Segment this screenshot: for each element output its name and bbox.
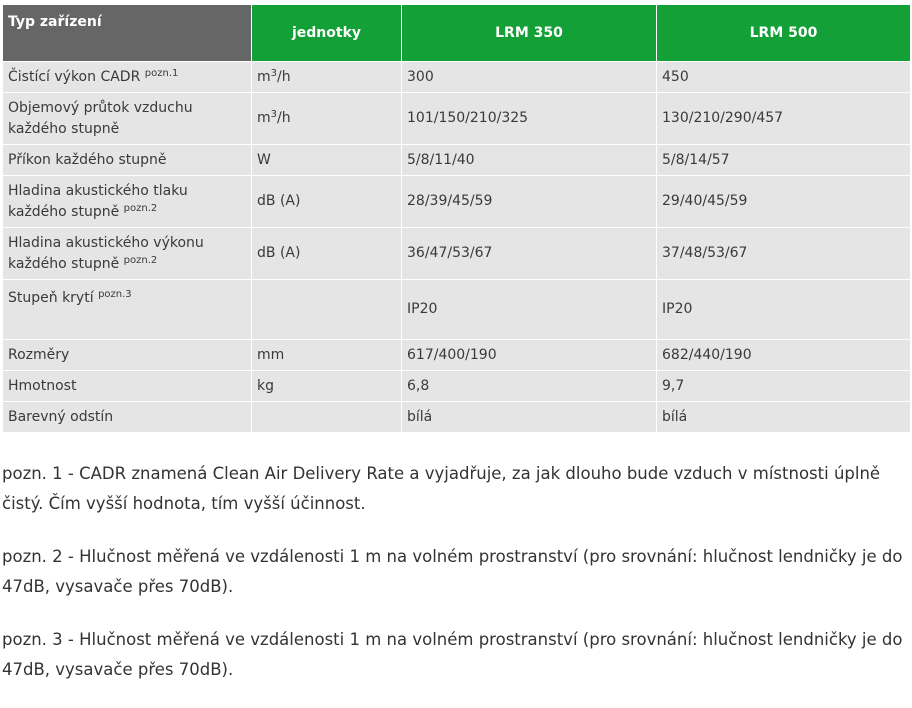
row-label-text: Hladina akustického výkonu (8, 234, 204, 251)
row-unit (252, 340, 402, 371)
value-lrm500: 29/40/45/59 (657, 176, 911, 228)
header-model-b: LRM 500 (657, 5, 911, 62)
row-label-text: Stupeň krytí (8, 290, 94, 306)
table-row (3, 228, 911, 280)
row-label-text: Rozměry (8, 346, 70, 363)
row-unit (252, 93, 402, 145)
value-lrm350: 28/39/45/59 (402, 176, 657, 228)
value-lrm350: IP20 (402, 280, 657, 340)
header-model-a: LRM 350 (402, 5, 657, 62)
unit-text: W (257, 151, 271, 168)
row-label-text: každého stupně (8, 203, 120, 220)
table-row (3, 340, 911, 371)
footnote: pozn. 3 - Hlučnost měřená ve vzdálenosti 1 m na volném prostranství (pro srovnání: hlučnost lendničky je do 47dB, vysavače přes 70dB). (2, 630, 903, 679)
unit-text: m (257, 68, 271, 85)
unit-superscript: 3 (270, 67, 278, 79)
table-body (3, 62, 911, 433)
value-lrm350: 617/400/190 (402, 340, 657, 371)
footnote-marker: pozn.2 (123, 202, 158, 214)
unit-suffix: /h (277, 68, 291, 85)
row-label (3, 145, 252, 176)
row-label (3, 176, 252, 228)
row-label-text: Objemový průtok vzduchu (8, 99, 193, 116)
value-lrm350: 5/8/11/40 (402, 145, 657, 176)
row-label (3, 402, 252, 433)
table-row (3, 280, 911, 340)
row-label-text: Hladina akustického tlaku (8, 182, 188, 199)
unit-text: dB (A) (257, 193, 301, 209)
row-label-text: Hmotnost (8, 377, 77, 394)
unit-text: kg (257, 377, 274, 394)
spec-table (2, 4, 911, 433)
footnote: pozn. 1 - CADR znamená Clean Air Delivery Rate a vyjadřuje, za jak dlouho bude vzduch v místnosti úplně čistý. Čím vyšší hodnota, tím vyšší účinnost. (2, 464, 881, 513)
row-label (3, 340, 252, 371)
row-label-text: každého stupně (8, 255, 120, 272)
value-lrm500: 37/48/53/67 (657, 228, 911, 280)
table-row (3, 402, 911, 433)
row-unit (252, 402, 402, 433)
value-lrm350: 36/47/53/67 (402, 228, 657, 280)
table-row (3, 371, 911, 402)
unit-text: m (257, 110, 271, 126)
footnote-marker: pozn.3 (98, 289, 132, 300)
value-lrm350: 300 (402, 62, 657, 93)
value-lrm500: 9,7 (657, 371, 911, 402)
unit-suffix: /h (277, 110, 291, 126)
row-unit (252, 371, 402, 402)
value-lrm350: 101/150/210/325 (402, 93, 657, 145)
value-lrm500: 130/210/290/457 (657, 93, 911, 145)
row-label-text: Čistící výkon CADR (8, 68, 141, 85)
row-label (3, 93, 252, 145)
footnotes (2, 459, 907, 708)
row-label (3, 280, 252, 340)
value-lrm500: 682/440/190 (657, 340, 911, 371)
footnote-marker: pozn.1 (144, 67, 179, 79)
unit-text: mm (257, 346, 285, 363)
row-label (3, 228, 252, 280)
table-row (3, 145, 911, 176)
value-lrm500: IP20 (657, 280, 911, 340)
unit-text: dB (A) (257, 245, 301, 261)
value-lrm500: 450 (657, 62, 911, 93)
row-label (3, 62, 252, 93)
header-type: Typ zařízení (3, 5, 252, 62)
value-lrm350: 6,8 (402, 371, 657, 402)
value-lrm500: bílá (657, 402, 911, 433)
value-lrm350: bílá (402, 402, 657, 433)
row-label (3, 371, 252, 402)
row-label-text: Barevný odstín (8, 408, 114, 425)
footnote: pozn. 2 - Hlučnost měřená ve vzdálenosti 1 m na volném prostranství (pro srovnání: hlučnost lendničky je do 47dB, vysavače přes 70dB). (2, 547, 903, 596)
table-row (3, 62, 911, 93)
row-unit (252, 228, 402, 280)
footnote-marker: pozn.2 (123, 254, 158, 266)
table-row (3, 93, 911, 145)
row-label-text: každého stupně (8, 120, 120, 137)
row-unit (252, 62, 402, 93)
row-unit (252, 280, 402, 340)
table-header-row (3, 5, 911, 62)
row-label-text: Příkon každého stupně (8, 151, 167, 168)
table-row (3, 176, 911, 228)
header-units: jednotky (252, 5, 402, 62)
row-unit (252, 176, 402, 228)
unit-superscript: 3 (270, 109, 278, 120)
value-lrm500: 5/8/14/57 (657, 145, 911, 176)
row-unit (252, 145, 402, 176)
